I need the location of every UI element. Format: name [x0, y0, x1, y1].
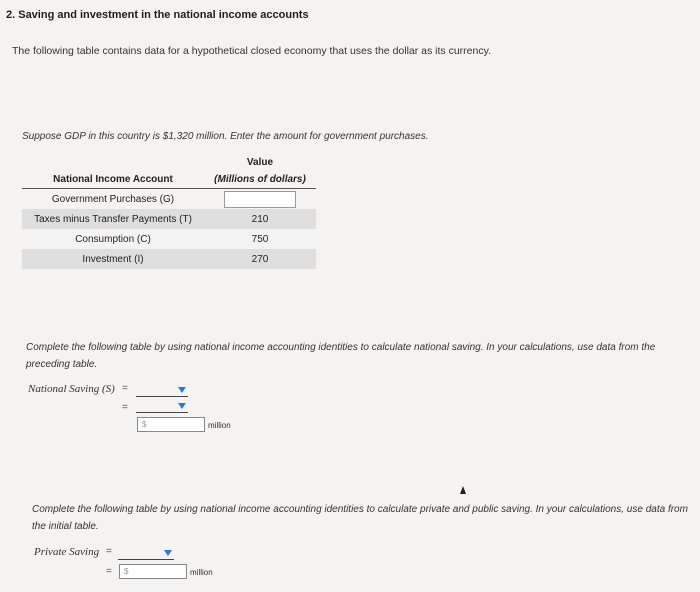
- row-label: Government Purchases (G): [51, 193, 175, 205]
- unit-label: million: [190, 568, 213, 577]
- national-saving-input[interactable]: [137, 417, 205, 432]
- government-purchases-input[interactable]: [224, 191, 296, 208]
- row-value: 750: [251, 233, 269, 245]
- equals-sign: =: [106, 546, 112, 557]
- table-row: [22, 229, 316, 249]
- equals-sign: =: [122, 383, 128, 394]
- dollar-sign: $: [124, 567, 129, 576]
- intro-text: The following table contains data for a hypothetical closed economy that uses the dollar as its currency.: [12, 45, 491, 57]
- equals-sign: =: [106, 566, 112, 577]
- private-saving-instructions: Complete the following table by using national income accounting identities to calculate private and public saving. In your calculations, use data from the initial table.: [32, 504, 688, 532]
- dollar-sign: $: [142, 420, 147, 429]
- table-row: [22, 209, 316, 229]
- mouse-cursor-icon: [460, 486, 466, 494]
- row-value: 270: [204, 249, 316, 269]
- millions-header: (Millions of dollars): [204, 170, 316, 189]
- private-saving-label: Private Saving: [34, 546, 100, 558]
- row-value: 210: [204, 209, 316, 229]
- row-label: Investment (I): [22, 249, 204, 269]
- gdp-prompt: Suppose GDP in this country is $1,320 million. Enter the amount for government purchases.: [22, 131, 429, 142]
- row-label: Taxes minus Transfer Payments (T): [22, 209, 204, 229]
- private-saving-input[interactable]: [119, 564, 187, 579]
- account-header: National Income Account: [22, 170, 204, 189]
- table-row: [22, 249, 316, 269]
- value-header: Value: [246, 156, 274, 168]
- national-saving-term2-dropdown[interactable]: [136, 400, 188, 413]
- unit-label: million: [208, 421, 231, 430]
- chevron-down-icon: [164, 550, 172, 556]
- chevron-down-icon: [178, 403, 186, 409]
- national-saving-term1-dropdown[interactable]: [136, 384, 188, 397]
- chevron-down-icon: [178, 387, 186, 393]
- private-saving-term-dropdown[interactable]: [118, 547, 174, 560]
- national-income-table: [22, 154, 316, 269]
- question-title: 2. Saving and investment in the national income accounts: [6, 9, 309, 21]
- table-row: [22, 189, 316, 210]
- national-saving-instructions: Complete the following table by using national income accounting identities to calculate national saving. In your calculations, use data from the preceding table.: [26, 342, 656, 370]
- row-label: Consumption (C): [75, 233, 151, 245]
- national-saving-label: National Saving (S): [28, 383, 115, 395]
- equals-sign: =: [122, 402, 128, 413]
